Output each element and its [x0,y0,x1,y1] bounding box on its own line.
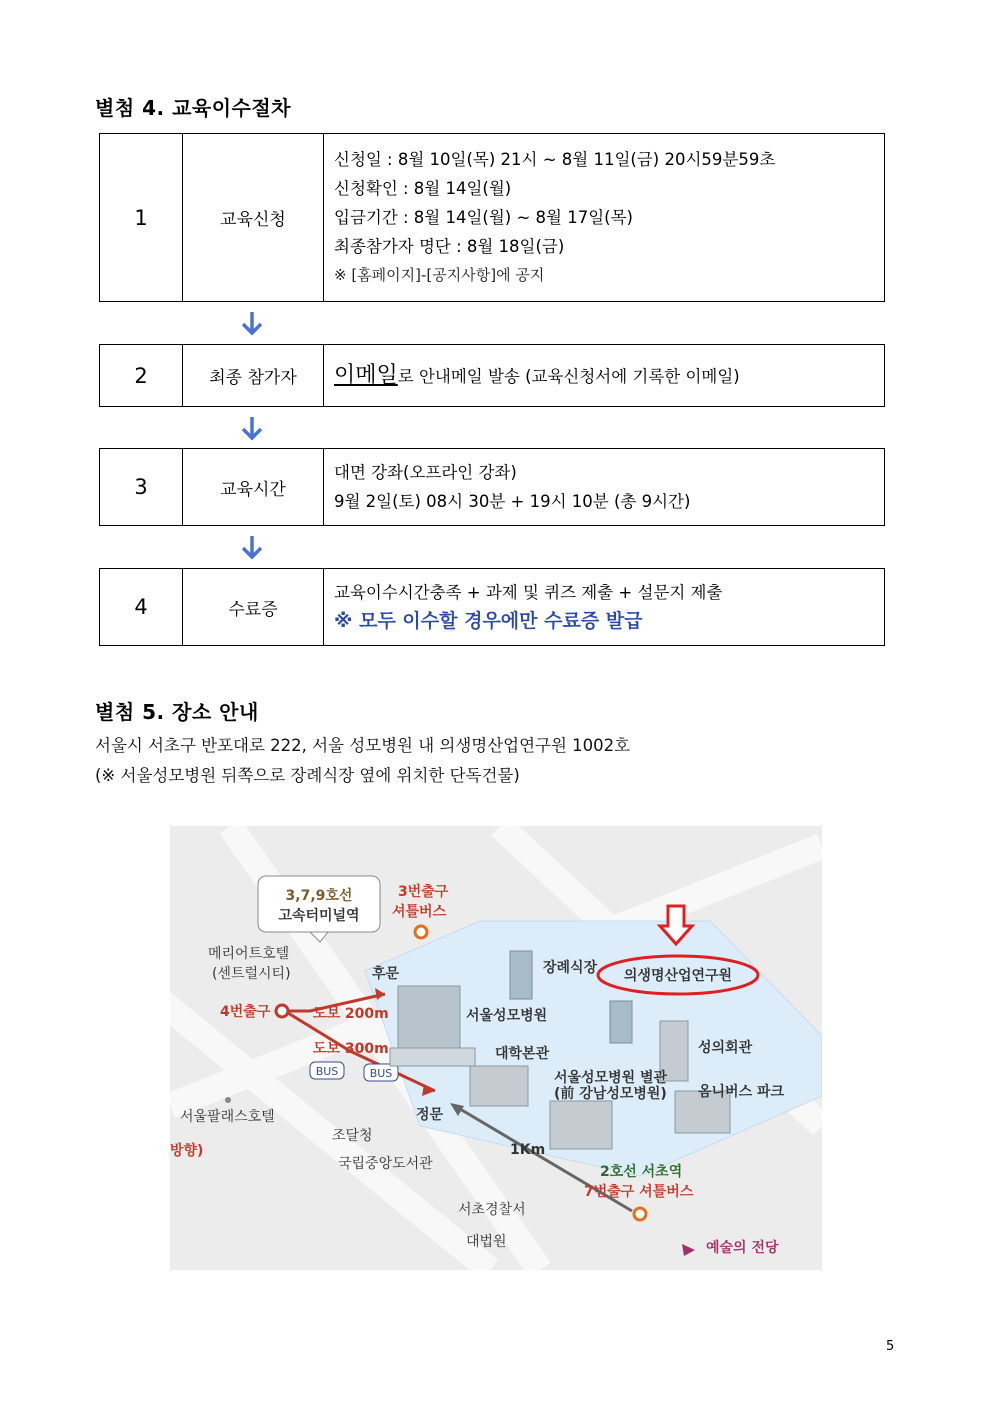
marriott-label: 메리어트호텔 [208,946,290,962]
poi-dot-icon [225,1097,231,1103]
annex-label: 서울성모병원 별관 [554,1070,668,1086]
step-number: 1 [100,134,183,301]
down-arrow-icon [240,534,264,560]
univ-hall-label: 대학본관 [495,1046,550,1062]
back-gate-label: 후문 [372,966,400,982]
procurement-label: 조달청 [332,1128,373,1144]
hospital-label: 서울성모병원 [466,1008,548,1024]
library-label: 국립중앙도서관 [338,1156,433,1172]
email-keyword: 이메일 [334,362,398,388]
step-number: 2 [100,345,183,406]
callout-line2: 고속터미널역 [278,908,360,924]
exit3-label: 3번출구 [398,884,449,900]
step-4-row [99,568,885,646]
final-list-line: 최종참가자 명단 : 8월 18일(금) [334,237,565,256]
step-number: 3 [100,449,183,525]
step-number: 4 [100,569,183,645]
police-label: 서초경찰서 [458,1202,526,1218]
direction-label: 방향) [170,1143,204,1159]
distance-label: 1Km [510,1142,546,1158]
location-map [170,826,822,1270]
certificate-notice: ※ 모두 이수할 경우에만 수료증 발급 [334,610,643,632]
down-arrow-icon [240,310,264,336]
court-label: 대법원 [466,1234,507,1250]
palace-hotel-label: 서울팔래스호텔 [180,1109,275,1125]
subway-callout [258,876,380,942]
step-label: 교육신청 [183,134,324,301]
target-building-label: 의생명산업연구원 [623,968,733,984]
apply-date-line: 신청일 : 8월 10일(목) 21시 ~ 8월 11일(금) 20시59분59초 [334,150,776,169]
email-notice-text: 로 안내메일 발송 (교육신청서에 기록한 이메일) [397,366,740,386]
walk-300m-label: 도보 300m [313,1041,389,1057]
section4-title: 별첨 4. 교육이수절차 [95,96,291,120]
address-note: (※ 서울성모병원 뒤쪽으로 장례식장 옆에 위치한 단독건물) [95,766,520,785]
exit3-marker-icon [415,926,427,938]
main-gate-label: 정문 [416,1107,444,1123]
step-description [324,449,884,525]
step-label: 최종 참가자 [183,345,324,406]
page-number: 5 [886,1339,895,1354]
exit4-label: 4번출구 [220,1004,271,1020]
exit4-marker-icon [276,1005,288,1017]
class-type-line: 대면 강좌(오프라인 강좌) [334,463,517,482]
notice-line: ※ [홈페이지]-[공지사항]에 공지 [334,266,545,284]
exit7-marker-icon [634,1208,646,1220]
seongui-hall-label: 성의회관 [698,1040,753,1056]
down-arrow-icon [240,415,264,441]
confirm-date-line: 신청확인 : 8월 14일(월) [334,179,512,198]
callout-line1: 3,7,9호선 [285,888,353,904]
step-description [324,134,884,301]
class-time-line: 9월 2일(토) 08시 30분 + 19시 10분 (총 9시간) [334,492,691,511]
step-description [324,569,884,645]
step-description [324,345,884,406]
arts-center-label: 예술의 전당 [706,1240,779,1256]
step-3-row [99,448,885,526]
step-label: 수료증 [183,569,324,645]
step-1-row [99,133,885,302]
requirement-line: 교육이수시간충족 + 과제 및 퀴즈 제출 + 설문지 제출 [334,583,723,602]
deposit-period-line: 입금기간 : 8월 14일(월) ~ 8월 17일(목) [334,208,633,227]
funeral-hall-label: 장례식장 [543,960,598,976]
section5-title: 별첨 5. 장소 안내 [95,700,259,724]
address: 서울시 서초구 반포대로 222, 서울 성모병원 내 의생명산업연구원 1002호 [95,736,631,755]
shuttle-label: 셔틀버스 [392,904,447,920]
bus-label: BUS [369,1067,393,1080]
omnibus-park-label: 옴니버스 파크 [698,1084,785,1100]
step-label: 교육시간 [183,449,324,525]
walk-200m-label: 도보 200m [313,1006,389,1022]
marriott-sub-label: (센트럴시티) [212,966,291,982]
annex-sub-label: (前 강남성모병원) [554,1086,667,1102]
line2-station-label: 2호선 서초역 [600,1164,683,1180]
bus-label: BUS [315,1065,339,1078]
exit7-shuttle-label: 7번출구 셔틀버스 [584,1184,694,1200]
step-2-row [99,344,885,407]
